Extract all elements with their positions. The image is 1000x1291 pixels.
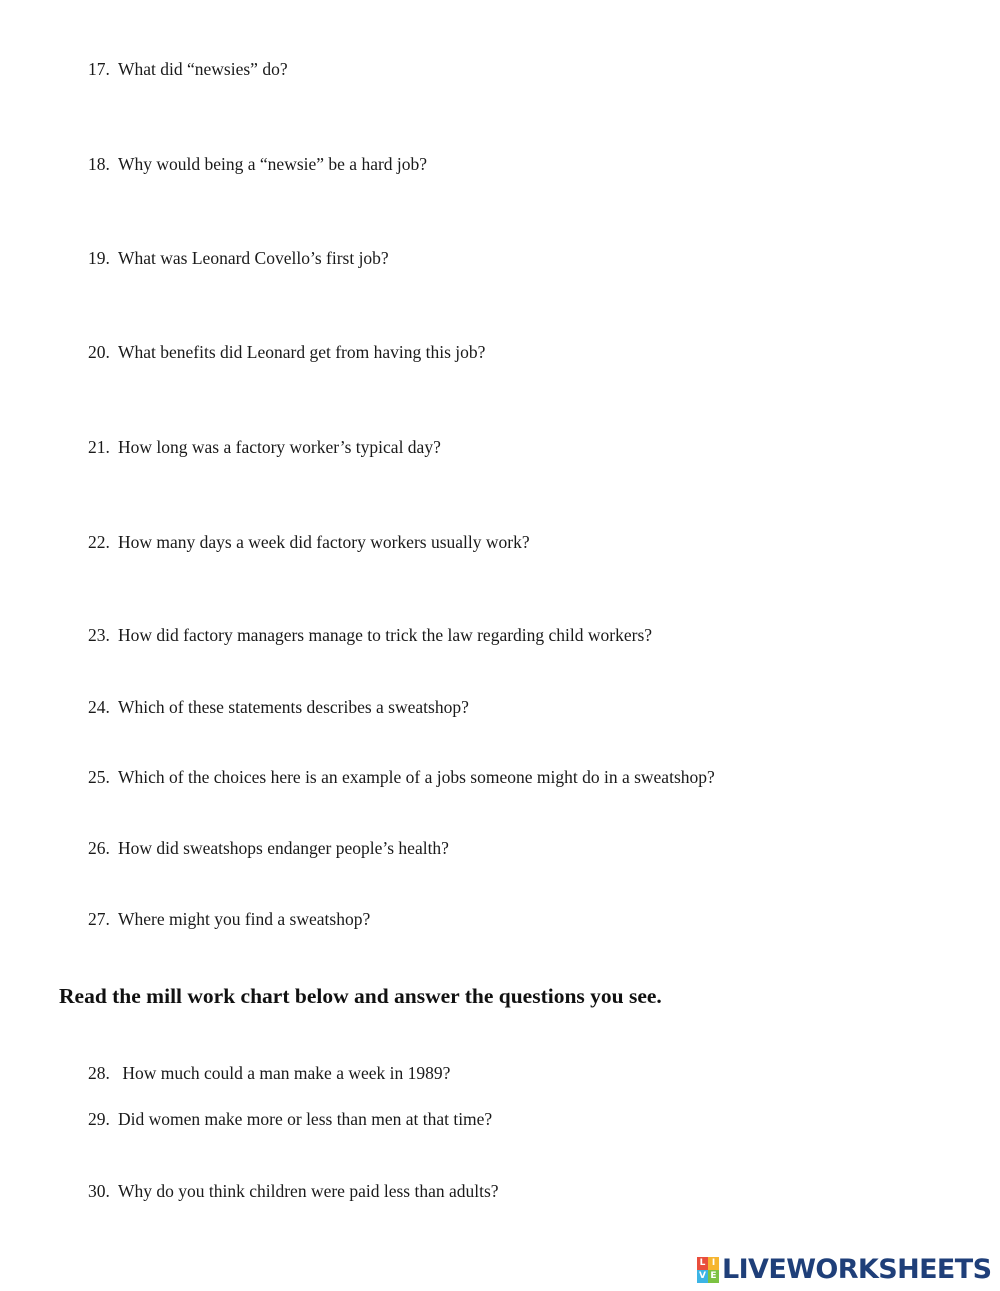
question-number: 23. — [88, 625, 110, 645]
question-28 — [88, 1062, 450, 1084]
section-heading: Read the mill work chart below and answer the questions you see. — [59, 984, 662, 1008]
question-text: How did factory managers manage to trick the law regarding child workers? — [118, 625, 653, 645]
question-number: 18. — [88, 154, 110, 174]
question-text: How long was a factory worker’s typical day? — [118, 437, 441, 457]
question-text: How much could a man make a week in 1989? — [118, 1063, 451, 1083]
question-text: How many days a week did factory workers usually work? — [118, 532, 530, 552]
question-25 — [88, 766, 715, 788]
question-27 — [88, 908, 370, 930]
question-number: 21. — [88, 437, 110, 457]
question-22 — [88, 531, 530, 553]
badge-letter: I — [708, 1257, 719, 1270]
question-24 — [88, 696, 469, 718]
question-18 — [88, 153, 427, 175]
question-number: 26. — [88, 838, 110, 858]
question-17 — [88, 58, 288, 80]
question-text: What benefits did Leonard get from having this job? — [118, 342, 486, 362]
question-number: 22. — [88, 532, 110, 552]
question-text: Where might you find a sweatshop? — [118, 909, 371, 929]
question-text: What did “newsies” do? — [118, 59, 288, 79]
question-text: What was Leonard Covello’s first job? — [118, 248, 389, 268]
question-text: Which of the choices here is an example of a jobs someone might do in a sweatshop? — [118, 767, 715, 787]
question-number: 25. — [88, 767, 110, 787]
question-23 — [88, 624, 652, 646]
question-number: 27. — [88, 909, 110, 929]
badge-letter: E — [708, 1270, 719, 1283]
question-text: Why would being a “newsie” be a hard job? — [118, 154, 428, 174]
question-number: 17. — [88, 59, 110, 79]
question-number: 24. — [88, 697, 110, 717]
question-19 — [88, 247, 389, 269]
question-text: How did sweatshops endanger people’s health? — [118, 838, 449, 858]
badge-letter: L — [697, 1257, 708, 1270]
badge-letter: V — [697, 1270, 708, 1283]
question-number: 20. — [88, 342, 110, 362]
question-text: Why do you think children were paid less than adults? — [118, 1181, 499, 1201]
question-29 — [88, 1108, 492, 1130]
question-26 — [88, 837, 449, 859]
question-30 — [88, 1180, 499, 1202]
logo-text: LIVEWORKSHEETS — [722, 1254, 992, 1285]
liveworksheets-logo — [697, 1256, 991, 1284]
question-number: 30. — [88, 1181, 110, 1201]
question-text: Did women make more or less than men at that time? — [118, 1109, 493, 1129]
question-number: 28. — [88, 1063, 110, 1083]
question-number: 19. — [88, 248, 110, 268]
question-20 — [88, 341, 485, 363]
question-text: Which of these statements describes a sweatshop? — [118, 697, 469, 717]
logo-badge-icon — [697, 1257, 719, 1283]
question-21 — [88, 436, 441, 458]
question-number: 29. — [88, 1109, 110, 1129]
